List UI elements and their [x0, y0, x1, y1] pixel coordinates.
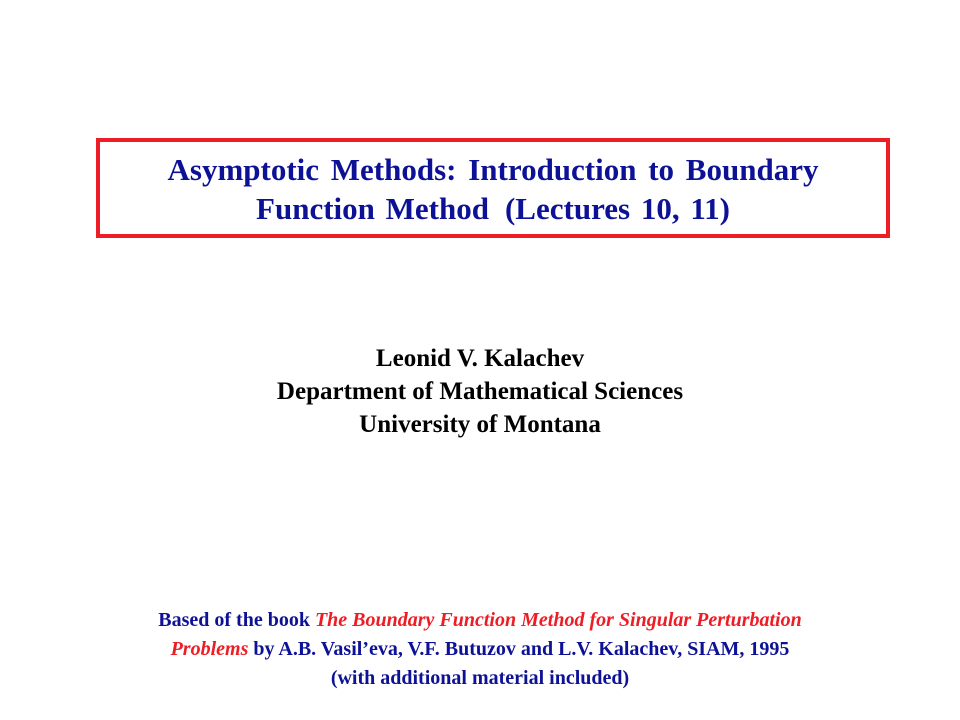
book-note: (with additional material included)	[330, 667, 630, 689]
author-university: University of Montana	[359, 411, 601, 438]
author-department: Department of Mathematical Sciences	[276, 378, 684, 405]
title-line-2	[100, 191, 886, 227]
book-authors: by A.B. Vasil’eva, V.F. Butuzov and L.V. Kalachev, SIAM, 1995	[248, 638, 790, 660]
book-line-1	[0, 606, 960, 635]
book-prefix: Based of the book	[158, 609, 315, 631]
author-name: Leonid V. Kalachev	[375, 345, 585, 372]
book-title-part-1: The Boundary Function Method for Singular Perturbation	[314, 609, 802, 631]
title-lectures: (Lectures 10, 11)	[504, 191, 730, 226]
title-line-1: Asymptotic Methods: Introduction to Boundary	[167, 152, 819, 187]
book-reference	[0, 606, 960, 693]
author-block	[0, 342, 960, 441]
book-title-part-2: Problems	[170, 638, 249, 660]
book-line-2	[0, 635, 960, 664]
title-line-2-main: Function Method	[256, 191, 489, 226]
title-box	[96, 138, 890, 238]
